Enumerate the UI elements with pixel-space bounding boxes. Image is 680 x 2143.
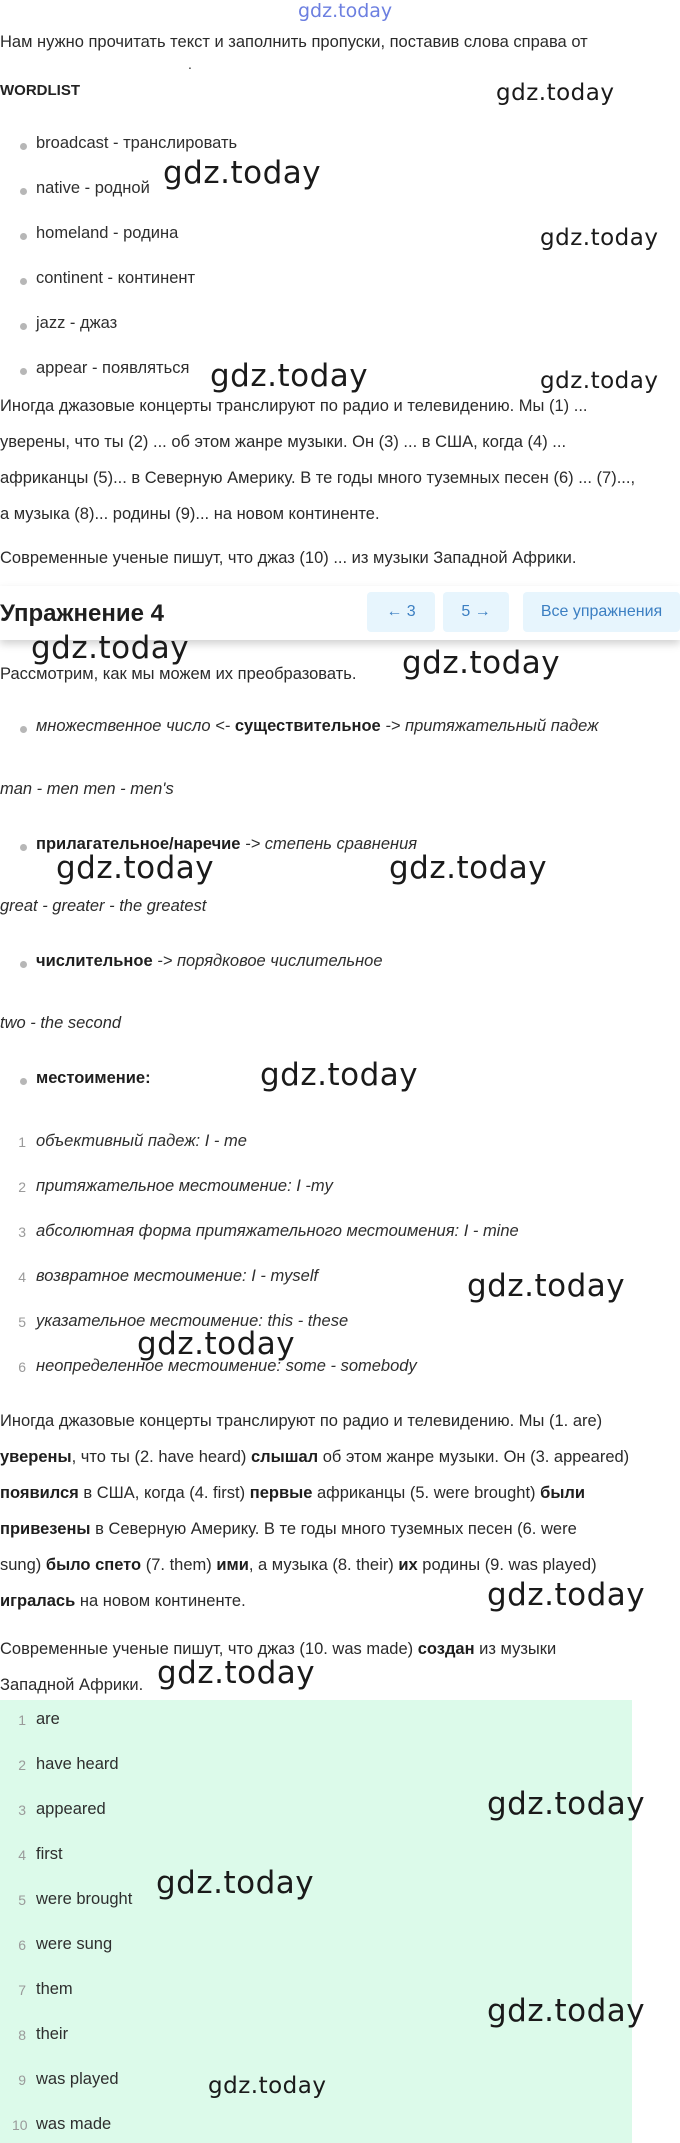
pronoun-item: притяжательное местоимение: I -my [36,1177,333,1195]
watermark: gdz.today [540,225,659,251]
answer-line: игралась на новом континенте. [0,1592,246,1610]
wordlist-heading: WORDLIST [0,82,80,99]
answer-item: are [36,1710,60,1728]
answer-item: were sung [36,1935,113,1953]
list-number: 3 [18,1224,26,1240]
wordlist-item: homeland - родина [36,224,179,242]
rule-numeral: числительное -> порядковое числительное [36,952,383,970]
watermark: gdz.today [31,630,190,666]
wordlist-item: jazz - джаз [36,314,118,332]
watermark: gdz.today [389,850,548,886]
bullet [20,323,27,330]
watermark: gdz.today [487,1993,646,2029]
rule-plural: множественное число <- существительное -> притяжательный падеж [36,717,599,735]
list-number: 5 [18,1314,26,1330]
list-number: 2 [18,1179,26,1195]
pronoun-item: возвратное местоимение: I - myself [36,1267,319,1285]
answer-item: them [36,1980,73,1998]
pronoun-item: объективный падеж: I - me [36,1132,247,1150]
list-number: 5 [18,1892,26,1908]
transform-intro: Рассмотрим, как мы можем их преобразовать. [0,665,357,683]
wordlist-item: continent - континент [36,269,196,287]
pronoun-item: указательное местоимение: this - these [36,1312,349,1330]
intro-dot: . [188,56,192,72]
task-line: африканцы (5)... в Северную Америку. В те годы много туземных песен (6) ... (7)..., [0,469,636,487]
pronoun-item: неопределенное местоимение: some - somebody [36,1357,417,1375]
list-number: 10 [12,2117,28,2133]
bullet [20,961,27,968]
pronoun-item: абсолютная форма притяжательного местоимения: I - mine [36,1222,519,1240]
answer-item: was made [36,2115,112,2133]
answer-line: уверены, что ты (2. have heard) слышал об этом жанре музыки. Он (3. appeared) [0,1448,630,1466]
watermark: gdz.today [260,1057,419,1093]
prev-exercise-button[interactable]: ← 3 [367,592,435,632]
list-number: 3 [18,1802,26,1818]
numeral-example: two - the second [0,1014,122,1032]
task-line: а музыка (8)... родины (9)... на новом континенте. [0,505,380,523]
bullet [20,726,27,733]
answer-line: sung) было спето (7. them) ими, а музыка (8. their) их родины (9. was played) [0,1556,597,1574]
answer-line: Иногда джазовые концерты транслируют по радио и телевидению. Мы (1. are) [0,1412,603,1430]
list-number: 6 [18,1937,26,1953]
bullet [20,188,27,195]
answer-line: привезены в Северную Америку. В те годы много туземных песен (6. were [0,1520,577,1538]
answer-line: Западной Африки. [0,1676,144,1694]
answer-line: появился в США, когда (4. first) первые африканцы (5. were brought) были [0,1484,586,1502]
exercise-title: Упражнение 4 [0,600,164,627]
list-number: 8 [18,2027,26,2043]
answer-item: their [36,2025,69,2043]
watermark: gdz.today [157,1655,316,1691]
list-number: 2 [18,1757,26,1773]
all-exercises-button[interactable]: Все упражнения [523,592,680,632]
watermark: gdz.today [163,155,322,191]
wordlist-item: native - родной [36,179,150,197]
wordlist-item: appear - появляться [36,359,190,377]
list-number: 7 [18,1982,26,1998]
intro-text: Нам нужно прочитать текст и заполнить пропуски, поставив слова справа от [0,33,588,51]
adjective-example: great - greater - the greatest [0,897,207,915]
bullet [20,368,27,375]
watermark: gdz.today [208,2073,327,2099]
rule-pronoun: местоимение: [36,1069,151,1087]
list-number: 4 [18,1847,26,1863]
watermark: gdz.today [540,368,659,394]
task-line: Современные ученые пишут, что джаз (10) ... из музыки Западной Африки. [0,549,577,567]
rule-adjective: прилагательное/наречие -> степень сравнения [36,835,418,853]
next-exercise-button[interactable]: 5 → [443,592,509,632]
list-number: 1 [18,1134,26,1150]
bullet [20,1078,27,1085]
answer-item: was played [36,2070,119,2088]
task-line: уверены, что ты (2) ... об этом жанре музыки. Он (3) ... в США, когда (4) ... [0,433,567,451]
watermark: gdz.today [487,1577,646,1613]
watermark: gdz.today [496,80,615,106]
list-number: 4 [18,1269,26,1285]
bullet [20,233,27,240]
bullet [20,143,27,150]
plural-example: man - men men - men's [0,780,174,798]
answer-item: first [36,1845,63,1863]
wordlist-item: broadcast - транслировать [36,134,238,152]
watermark: gdz.today [467,1268,626,1304]
bullet [20,844,27,851]
watermark: gdz.today [156,1865,315,1901]
list-number: 6 [18,1359,26,1375]
watermark: gdz.today [402,645,561,681]
answer-line: Современные ученые пишут, что джаз (10. was made) создан из музыки [0,1640,557,1658]
list-number: 9 [18,2072,26,2088]
answer-item: have heard [36,1755,119,1773]
bullet [20,278,27,285]
watermark: gdz.today [137,1326,296,1362]
task-line: Иногда джазовые концерты транслируют по радио и телевидению. Мы (1) ... [0,397,588,415]
watermark: gdz.today [487,1786,646,1822]
list-number: 1 [18,1712,26,1728]
watermark: gdz.today [56,850,215,886]
site-watermark-top: gdz.today [298,0,393,22]
watermark: gdz.today [210,358,369,394]
answer-item: appeared [36,1800,106,1818]
answer-item: were brought [36,1890,133,1908]
